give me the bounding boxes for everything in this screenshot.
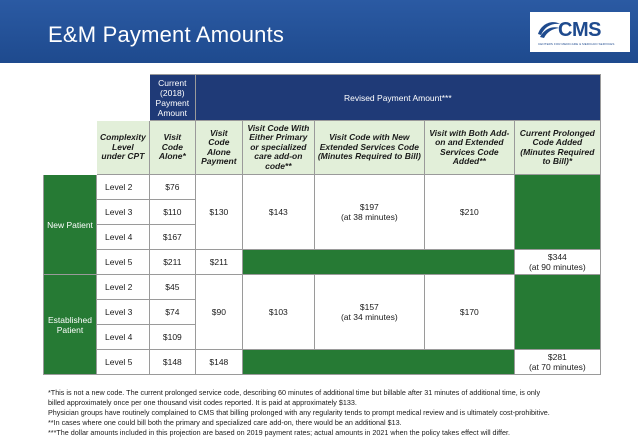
column-header: Visit Code with New Extended Services Code (Minutes Required to Bill) — [314, 121, 424, 175]
both-addon-extended-payment: $170 — [424, 275, 514, 350]
current-amount: $45 — [149, 275, 195, 300]
prolonged-minutes: (at 70 minutes) — [528, 362, 586, 372]
column-header: Visit Code Alone Payment — [195, 121, 242, 175]
current-amount: $76 — [149, 175, 195, 200]
column-header: Visit Code With Either Primary or specialized care add-on code** — [242, 121, 314, 175]
column-header: Complexity Level under CPT — [97, 121, 150, 175]
cms-logo — [530, 12, 630, 52]
level5-alone-payment: $148 — [195, 350, 242, 375]
footnotes — [48, 388, 628, 438]
prolonged-blank — [514, 275, 600, 350]
extended-minutes: (at 38 minutes) — [340, 212, 398, 222]
addon-payment: $103 — [242, 275, 314, 350]
footnote-line: **In cases where one could bill both the primary and specialized care add-on, there would be an additional $13. — [48, 418, 402, 427]
prolonged-blank — [514, 175, 600, 250]
current-amount: $109 — [149, 325, 195, 350]
prolonged-payment — [514, 350, 600, 375]
revised-payment-header: Revised Payment Amount*** — [195, 75, 600, 121]
column-header: Current Prolonged Code Added (Minutes Required to Bill)* — [514, 121, 600, 175]
group-label-new-patient: New Patient — [44, 175, 97, 275]
visit-alone-payment: $130 — [195, 175, 242, 250]
prolonged-payment — [514, 250, 600, 275]
title-banner — [0, 0, 638, 63]
level-cell: Level 2 — [97, 175, 150, 200]
prolonged-minutes: (at 90 minutes) — [528, 262, 586, 272]
extended-services-payment — [314, 175, 424, 250]
payment-table — [43, 74, 601, 375]
current-amount: $74 — [149, 300, 195, 325]
current-amount: $211 — [149, 250, 195, 275]
column-header: Visit Code Alone* — [149, 121, 195, 175]
group-label-established-patient: Established Patient — [44, 275, 97, 375]
level5-alone-payment: $211 — [195, 250, 242, 275]
footnote-line: ***The dollar amounts included in this projection are based on 2019 payment rates; actual amounts in 2021 when the policy takes effect will differ. — [48, 428, 511, 437]
footnote-line: Physician groups have routinely complained to CMS that billing prolonged with any regularity tends to prompt medical review and is ultimately cost-prohibitive. — [48, 408, 550, 417]
level-cell: Level 2 — [97, 275, 150, 300]
corner-blank — [44, 121, 97, 175]
extended-minutes: (at 34 minutes) — [340, 312, 398, 322]
column-header: Visit with Both Add-on and Extended Services Code Added** — [424, 121, 514, 175]
prolonged-amount: $281 — [547, 352, 567, 362]
level-cell: Level 5 — [97, 250, 150, 275]
extended-amount: $157 — [359, 302, 379, 312]
visit-alone-payment: $90 — [195, 275, 242, 350]
page-title: E&M Payment Amounts — [48, 22, 285, 47]
extended-services-payment — [314, 275, 424, 350]
current-payment-header: Current (2018) Payment Amount — [149, 75, 195, 121]
corner-blank — [97, 75, 150, 121]
current-amount: $148 — [149, 350, 195, 375]
level-cell: Level 3 — [97, 300, 150, 325]
both-addon-extended-payment: $210 — [424, 175, 514, 250]
current-amount: $167 — [149, 225, 195, 250]
level-cell: Level 3 — [97, 200, 150, 225]
level-cell: Level 4 — [97, 225, 150, 250]
current-amount: $110 — [149, 200, 195, 225]
addon-payment: $143 — [242, 175, 314, 250]
level5-blank — [242, 250, 514, 275]
footnote-line: billed approximately once per one thousand visit codes reported. It is paid at approximately $133. — [48, 398, 357, 407]
level-cell: Level 4 — [97, 325, 150, 350]
level-cell: Level 5 — [97, 350, 150, 375]
level5-blank — [242, 350, 514, 375]
corner-blank — [44, 75, 97, 121]
cms-logo-text: CMS — [558, 19, 601, 41]
extended-amount: $197 — [359, 202, 379, 212]
prolonged-amount: $344 — [547, 252, 567, 262]
cms-logo-subtext: CENTERS FOR MEDICARE & MEDICAID SERVICES — [538, 42, 615, 46]
footnote-line: *This is not a new code. The current prolonged service code, describing 60 minutes of additional time but billable after 31 minutes of additional time, is only — [48, 388, 541, 397]
